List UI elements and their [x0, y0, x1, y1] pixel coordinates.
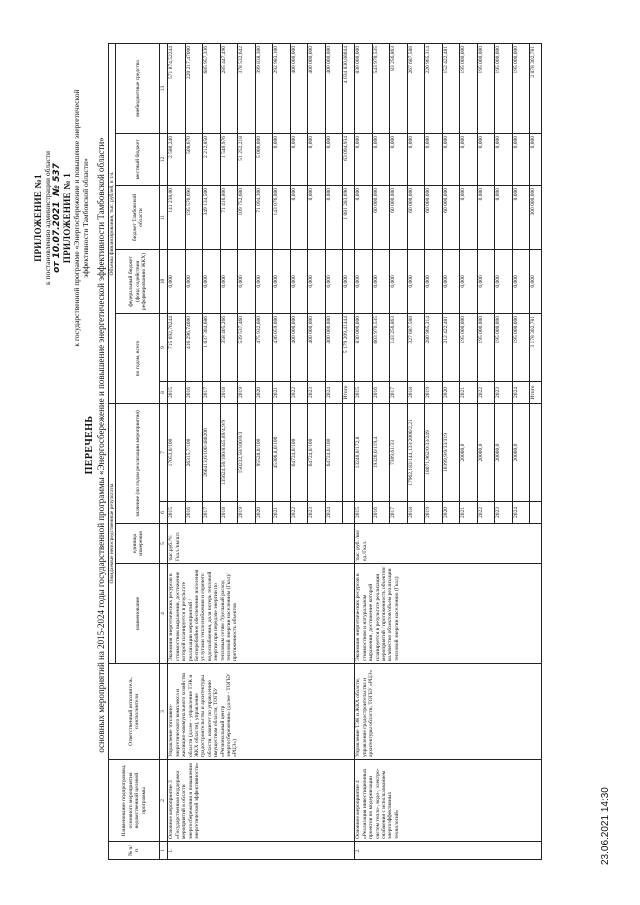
row-number: 2.: [355, 842, 542, 860]
funding-year: 2018: [220, 381, 238, 403]
col-unit: единица измерения: [116, 524, 160, 564]
funding-total: 212 422,481: [442, 313, 460, 381]
measure-name: Основное мероприятие 3 «Государственная поддержка мероприятий в области энергосбережения и повышения энергетической эффективности»: [168, 760, 355, 842]
funding-local: 0,000: [372, 133, 390, 185]
indicator-value: 64724,0/100: [290, 403, 308, 501]
funding-offbudget: 285 447,490: [220, 43, 238, 133]
total-amount: 5 179 209,41444: [343, 313, 355, 381]
indicator-year: 2023: [495, 502, 513, 524]
indicator-year: 2015: [168, 502, 186, 524]
funding-total: 715 692,76244: [168, 313, 186, 381]
funding-total: 539 537,460: [238, 313, 256, 381]
funding-local: 0,000: [325, 133, 343, 185]
indicator-year: 2023: [308, 502, 326, 524]
resolution-date: от 10.07.2021: [52, 201, 63, 273]
col-regional: бюджет Тамбовской области: [116, 185, 160, 249]
indicator-value: 19320,6/119,4: [372, 403, 390, 501]
total-offbudget: 2 878 302,781: [530, 43, 542, 133]
funding-year: 2020: [255, 381, 273, 403]
indicator-value: 135624,56/100/8345,89/4,9/9: [220, 403, 238, 501]
col-offbudget: внебюджетные средства: [116, 43, 160, 133]
funding-federal: 0,000: [290, 249, 308, 313]
indicator-value: 20000,0: [512, 403, 530, 501]
funding-federal: 0,000: [203, 249, 221, 313]
funding-regional: 0,000: [355, 185, 373, 249]
funding-regional: 71 416,800: [220, 185, 238, 249]
funding-total: 400 000,000: [325, 313, 343, 381]
indicator-year: 2019: [238, 502, 256, 524]
title-subtitle: основных мероприятий на 2015-2024 годы государственной программы «Энергосбережение и повышение энергетической эффективности Тамбовской области»: [95, 137, 106, 753]
funding-year: 2022: [290, 381, 308, 403]
funding-local: 0,000: [290, 133, 308, 185]
funding-offbudget: 83 256,863: [390, 43, 408, 133]
funding-federal: 0,000: [185, 249, 203, 313]
funding-total: 280 965,314: [425, 313, 443, 381]
indicator-value: 20000,0: [460, 403, 478, 501]
indicator-value: 17962,183/144,133/2000/2,21: [407, 403, 425, 501]
indicator-year: 2017: [203, 502, 221, 524]
column-number: 7: [160, 403, 168, 501]
column-number: 3: [160, 664, 168, 760]
indicator-year: 2016: [372, 502, 390, 524]
indicator-value: 26315,7/100: [185, 403, 203, 501]
indicator-year: 2020: [255, 502, 273, 524]
funding-local: 51 252,218: [238, 133, 256, 185]
funding-offbudget: 400 000,000: [290, 43, 308, 133]
indicator-value: 17053,0/100: [168, 403, 186, 501]
funding-federal: 0,000: [460, 249, 478, 313]
table-row: [355, 43, 373, 859]
column-number: 9: [160, 313, 168, 381]
indicator-value: 64724,0/100: [308, 403, 326, 501]
funding-federal: 0,000: [325, 249, 343, 313]
col-value: значение (по годам реализации мероприятия): [116, 403, 160, 523]
funding-offbudget: 571 874,52244: [168, 43, 186, 133]
funding-total: 195 000,000: [477, 313, 495, 381]
indicator-value: 18071,962/0/33/249: [425, 403, 443, 501]
funding-year: 2015: [355, 381, 373, 403]
funding-regional: 349 134,500: [203, 185, 221, 249]
indicator-unit: тыс. руб. /км/ ед./Гкал.: [355, 524, 542, 564]
funding-federal: 0,000: [477, 249, 495, 313]
print-timestamp: 23.06.2021 14:30: [600, 787, 611, 865]
indicator-year: 2016: [185, 502, 203, 524]
funding-year: 2023: [495, 381, 513, 403]
funding-offbudget: 220 965,314: [425, 43, 443, 133]
funding-regional: 0,000: [308, 185, 326, 249]
funding-offbudget: 267 687,588: [407, 43, 425, 133]
empty-cell: [343, 502, 355, 524]
funding-federal: 0,000: [495, 249, 513, 313]
funding-year: 2023: [308, 381, 326, 403]
indicator-value: 10399,9/0/33/319: [442, 403, 460, 501]
empty-cell: [530, 502, 542, 524]
funding-local: 0,000: [273, 133, 291, 185]
funding-total: 195 000,000: [495, 313, 513, 381]
funding-federal: 0,000: [512, 249, 530, 313]
funding-federal: 0,000: [255, 249, 273, 313]
column-number: 8: [160, 381, 168, 403]
funding-local: 0,000: [308, 133, 326, 185]
funding-regional: 0,000: [477, 185, 495, 249]
indicator-year: 2020: [442, 502, 460, 524]
indicator-value: 266413,6/100/480200: [203, 403, 221, 501]
column-numbers-row: [160, 43, 168, 859]
funding-year: 2021: [273, 381, 291, 403]
funding-regional: 0,000: [290, 185, 308, 249]
funding-federal: 0,000: [273, 249, 291, 313]
funding-offbudget: 400 000,000: [325, 43, 343, 133]
title-main: ПЕРЕЧЕНЬ: [84, 415, 95, 475]
funding-regional: 60 000,000: [407, 185, 425, 249]
funding-year: 2019: [425, 381, 443, 403]
funding-federal: 0,000: [220, 249, 238, 313]
funding-local: 0,000: [407, 133, 425, 185]
measures-table: [108, 43, 542, 860]
col-ind-name: наименование: [116, 564, 160, 664]
funding-federal: 0,000: [407, 249, 425, 313]
table-row: [168, 43, 186, 859]
funding-year: 2016: [185, 381, 203, 403]
funding-regional: 141 238,00: [168, 185, 186, 249]
total-local: 63 094,934: [343, 133, 355, 185]
empty-cell: [530, 403, 542, 501]
indicator-year: 2017: [390, 502, 408, 524]
total-local: 0,000: [530, 133, 542, 185]
funding-local: 2 580,240: [168, 133, 186, 185]
funding-offbudget: 195 000,000: [512, 43, 530, 133]
program-line-1: к государственной программе «Энергосбережение и повышение энергетической: [71, 89, 81, 347]
indicator-value: 13240,0/172,8: [355, 403, 373, 501]
funding-year: 2017: [390, 381, 408, 403]
funding-local: 0,000: [442, 133, 460, 185]
indicator-name: Экономия энергетических ресурсов в стоимостном и натуральном выражении, достижение которой планируется в результате реализации мероприятий / протяженность объектов/количество объектов/объем реализации тепловой энергии населению (Гкал): [355, 564, 542, 664]
funding-year: 2018: [407, 381, 425, 403]
funding-total: 1 037 304,686: [203, 313, 221, 381]
funding-year: 2019: [238, 381, 256, 403]
total-label: Итого: [530, 381, 542, 403]
column-number: 12: [160, 133, 168, 185]
col-funding: Объемы финансирования, тыс. рублей, в т.ч.: [109, 43, 116, 403]
funding-offbudget: 152 422,481: [442, 43, 460, 133]
indicator-year: 2022: [290, 502, 308, 524]
funding-offbudget: 292 983,100: [273, 43, 291, 133]
funding-federal: 0,000: [372, 249, 390, 313]
column-number: 4: [160, 564, 168, 664]
funding-local: 0,000: [512, 133, 530, 185]
total-regional: 300 000,000: [530, 185, 542, 249]
indicator-value: 150232,58/100/0/3: [238, 403, 256, 501]
resolution-number: № 537: [52, 163, 63, 196]
funding-total: 143 256,863: [390, 313, 408, 381]
column-number: 13: [160, 43, 168, 133]
funding-regional: 0,000: [325, 185, 343, 249]
indicator-year: 2022: [477, 502, 495, 524]
indicator-year: 2021: [273, 502, 291, 524]
column-number: 10: [160, 249, 168, 313]
funding-regional: 143 076,800: [273, 185, 291, 249]
column-number: 11: [160, 185, 168, 249]
funding-total: 416 296,74000: [185, 313, 203, 381]
indicator-year: 2018: [407, 502, 425, 524]
column-number: 1: [160, 842, 168, 860]
column-number: 6: [160, 502, 168, 524]
funding-offbudget: 830 000,000: [355, 43, 373, 133]
funding-offbudget: 195 000,000: [477, 43, 495, 133]
col-local: местный бюджет: [116, 133, 160, 185]
funding-local: 0,000: [477, 133, 495, 185]
funding-offbudget: 378 532,642: [238, 43, 256, 133]
funding-local: 0,000: [425, 133, 443, 185]
funding-total: 400 000,000: [290, 313, 308, 381]
indicator-year: 2024: [325, 502, 343, 524]
funding-federal: 0,000: [238, 249, 256, 313]
funding-federal: 0,000: [442, 249, 460, 313]
funding-year: 2022: [477, 381, 495, 403]
indicator-name: Экономия энергетических ресурсов в стоимостном выражении, достижение которой планируется в результате реализации мероприятий /Бесперебойное обеспечение населения услугами теплоснабжения и горячего водоснабжения, доля потерь тепловой энергии при передаче энергии по тепловым сетям /Удельный расход тепловой энергии населением (Гкал)/протяженность объектов: [168, 564, 355, 664]
indicator-year: 2015: [355, 502, 373, 524]
funding-offbudget: 399 838,300: [255, 43, 273, 133]
col-expected: Ожидаемые непосредственные результаты: [109, 403, 116, 663]
funding-local: 1 540,976: [220, 133, 238, 185]
column-number: 2: [160, 760, 168, 842]
funding-regional: 60 000,000: [372, 185, 390, 249]
funding-regional: 60 000,000: [390, 185, 408, 249]
indicator-value: 20000,0: [495, 403, 513, 501]
funding-offbudget: 220 217,47000: [185, 43, 203, 133]
funding-total: 400 000,000: [308, 313, 326, 381]
funding-total: 475 932,600: [255, 313, 273, 381]
funding-year: 2020: [442, 381, 460, 403]
total-label: Итого: [343, 381, 355, 403]
col-no: № п/п: [109, 842, 160, 860]
measure-executor: Управление ТЭК и ЖКХ области, управление градостроительства и архитектуры области, ТОГБУ «РЦЭ»: [355, 664, 542, 760]
funding-offbudget: 685 957,336: [203, 43, 221, 133]
col-federal: федеральный бюджет (фонд содействия реформированию ЖКХ): [116, 249, 160, 313]
indicator-year: 2021: [460, 502, 478, 524]
column-number: 5: [160, 524, 168, 564]
funding-year: 2024: [325, 381, 343, 403]
funding-local: 0,000: [355, 133, 373, 185]
indicator-year: 2018: [220, 502, 238, 524]
funding-total: 327 687,588: [407, 313, 425, 381]
funding-local: 0,000: [390, 133, 408, 185]
total-federal: 0,000: [530, 249, 542, 313]
indicator-value: 64724,0/100: [325, 403, 343, 501]
measure-executor: Управление топливно-энергетического комплекса и жилищно-коммунального хозяйства области (далее - управление ТЭК и ЖКХ области), управление градостроительства и архитектуры области, комитет по управлению имуществом области, ТОГБУ «Региональный центр энергосбережения» (далее - ТОГБУ «РЦЭ»): [168, 664, 355, 760]
indicator-year: 2024: [512, 502, 530, 524]
funding-year: 2015: [168, 381, 186, 403]
indicator-value: 95528,0/100: [255, 403, 273, 501]
col-by-year: по годам, всего: [116, 313, 160, 403]
funding-offbudget: 195 000,000: [460, 43, 478, 133]
funding-year: 2017: [203, 381, 221, 403]
funding-regional: 71 094,300: [255, 185, 273, 249]
funding-regional: 0,000: [460, 185, 478, 249]
funding-regional: 0,000: [495, 185, 513, 249]
indicator-unit: тыс.руб./% Гкал./км/шт.: [168, 524, 355, 564]
funding-year: 2024: [512, 381, 530, 403]
funding-total: 195 000,000: [512, 313, 530, 381]
funding-local: 508,670: [185, 133, 203, 185]
funding-federal: 0,000: [308, 249, 326, 313]
funding-total: 603 970,535: [372, 313, 390, 381]
funding-year: 2021: [460, 381, 478, 403]
appendix2-label: ПРИЛОЖЕНИЕ № 1: [61, 172, 72, 264]
empty-cell: [343, 403, 355, 501]
funding-regional: 195 570,690: [185, 185, 203, 249]
row-number: 1.: [168, 842, 355, 860]
table-body: [168, 43, 542, 859]
funding-total: 358 405,266: [220, 313, 238, 381]
indicator-year: 2019: [425, 502, 443, 524]
funding-regional: 60 000,000: [425, 185, 443, 249]
funding-local: 0,000: [460, 133, 478, 185]
appendix-label: ПРИЛОЖЕНИЕ №1: [33, 174, 43, 262]
funding-offbudget: 195 000,000: [495, 43, 513, 133]
funding-offbudget: 400 000,000: [308, 43, 326, 133]
funding-year: 2016: [372, 381, 390, 403]
document-title: [85, 45, 106, 845]
funding-local: 5 000,000: [255, 133, 273, 185]
funding-local: 0,000: [495, 133, 513, 185]
measure-name: Основное мероприятие 4 «Реализация инвестиционных проектов по модернизации систем тепло-, водо-, электро-снабжения с использованием энергоэффективных технологий»: [355, 760, 542, 842]
document-header: [34, 43, 90, 393]
indicator-value: 45306,8,0/100: [273, 403, 291, 501]
funding-regional: 0,000: [512, 185, 530, 249]
total-offbudget: 4 034 830,88044: [343, 43, 355, 133]
indicator-value: 7309,61/33: [390, 403, 408, 501]
funding-federal: 0,000: [425, 249, 443, 313]
total-federal: 0,000: [343, 249, 355, 313]
funding-total: 436 059,000: [273, 313, 291, 381]
total-regional: 1 081 283,690: [343, 185, 355, 249]
funding-total: 195 000,000: [460, 313, 478, 381]
funding-regional: 60 000,000: [442, 185, 460, 249]
col-name: Наименование подпрограммы, основного мероприятия ведомственной целевой программы: [109, 760, 160, 842]
funding-local: 2 212,850: [203, 133, 221, 185]
total-amount: 3 178 302,781: [530, 313, 542, 381]
program-line-2: эффективности Тамбовской области»: [81, 158, 91, 278]
funding-offbudget: 543 970,535: [372, 43, 390, 133]
col-executor: Ответственный исполнитель, соисполнители: [109, 664, 160, 760]
funding-federal: 0,000: [390, 249, 408, 313]
resolution-line: к постановлению администрации области: [43, 151, 53, 285]
funding-total: 830 000,000: [355, 313, 373, 381]
funding-federal: 0,000: [168, 249, 186, 313]
funding-federal: 0,000: [355, 249, 373, 313]
indicator-value: 20000,0: [477, 403, 495, 501]
funding-regional: 109 752,600: [238, 185, 256, 249]
